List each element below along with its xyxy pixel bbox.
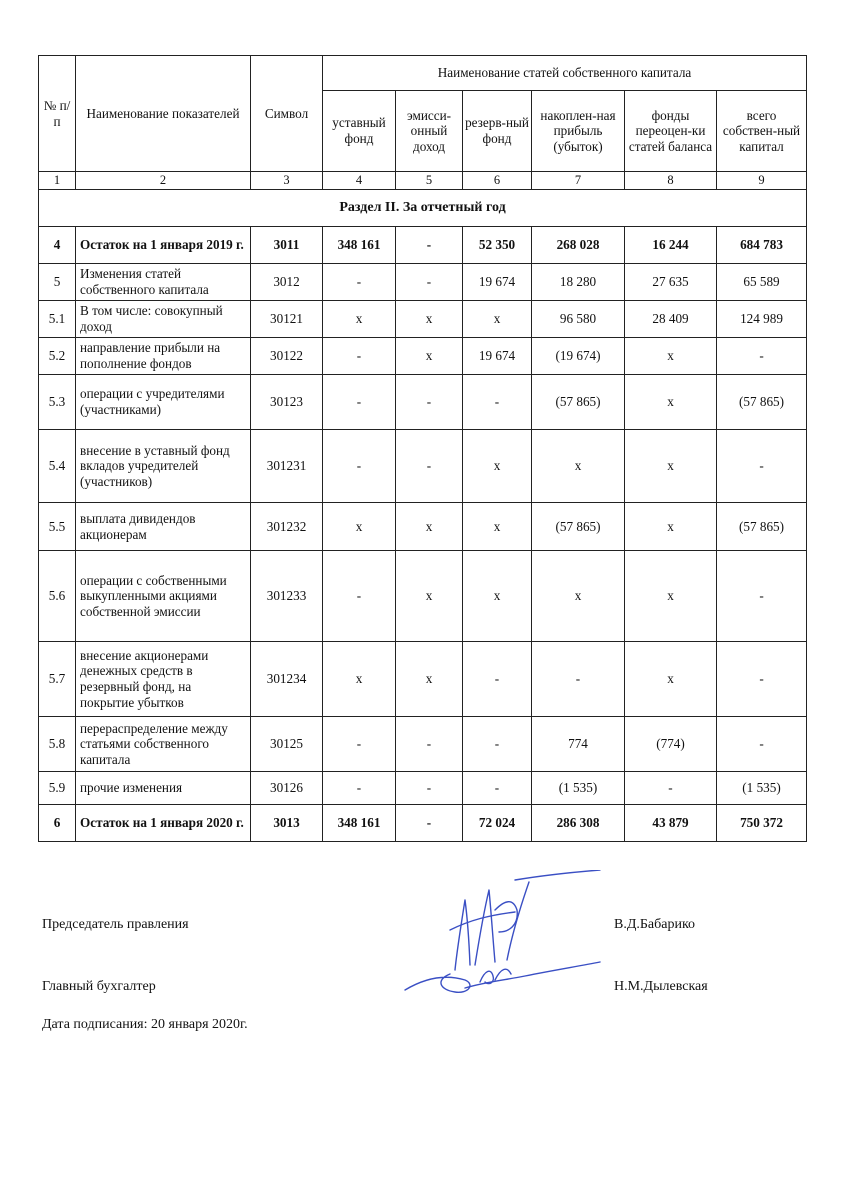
row-code: 301231 — [251, 430, 323, 503]
cell-value: 348 161 — [323, 227, 396, 264]
row-label: Остаток на 1 января 2020 г. — [76, 805, 251, 842]
cell-value: 65 589 — [717, 264, 807, 301]
row-label: внесение в уставный фонд вкладов учредителей (участников) — [76, 430, 251, 503]
row-label: направление прибыли на пополнение фондов — [76, 338, 251, 375]
cell-value: x — [463, 430, 532, 503]
cell-value: - — [396, 430, 463, 503]
cell-value: 27 635 — [625, 264, 717, 301]
row-label: операции с учредителями (участниками) — [76, 375, 251, 430]
table-row — [39, 503, 807, 551]
cell-value: (1 535) — [717, 772, 807, 805]
header-col-5: эмисси-онный доход — [396, 91, 463, 172]
cell-value: 774 — [532, 717, 625, 772]
cell-value: 750 372 — [717, 805, 807, 842]
cell-value: - — [463, 375, 532, 430]
column-number: 6 — [463, 172, 532, 190]
row-code: 30123 — [251, 375, 323, 430]
group-header: Наименование статей собственного капитала — [323, 56, 807, 91]
cell-value: x — [323, 642, 396, 717]
cell-value: - — [717, 338, 807, 375]
cell-value: x — [532, 551, 625, 642]
header-col-3: Символ — [251, 56, 323, 172]
table-row — [39, 264, 807, 301]
cell-value: - — [396, 717, 463, 772]
table-row — [39, 375, 807, 430]
cell-value: - — [463, 717, 532, 772]
row-number: 6 — [39, 805, 76, 842]
row-code: 3011 — [251, 227, 323, 264]
section-title: Раздел II. За отчетный год — [39, 190, 807, 227]
column-number: 1 — [39, 172, 76, 190]
cell-value: - — [323, 375, 396, 430]
cell-value: x — [323, 301, 396, 338]
row-code: 30122 — [251, 338, 323, 375]
cell-value: x — [625, 503, 717, 551]
cell-value: - — [625, 772, 717, 805]
cell-value: - — [717, 717, 807, 772]
cell-value: - — [323, 430, 396, 503]
row-number: 5.1 — [39, 301, 76, 338]
column-number: 3 — [251, 172, 323, 190]
row-number: 5.6 — [39, 551, 76, 642]
cell-value: x — [396, 551, 463, 642]
cell-value: (1 535) — [532, 772, 625, 805]
cell-value: 124 989 — [717, 301, 807, 338]
column-number: 7 — [532, 172, 625, 190]
header-col-7: накоплен-ная прибыль (убыток) — [532, 91, 625, 172]
table-row — [39, 805, 807, 842]
row-label: Изменения статей собственного капитала — [76, 264, 251, 301]
column-numbers-row — [39, 172, 807, 190]
cell-value: (19 674) — [532, 338, 625, 375]
row-code: 301234 — [251, 642, 323, 717]
cell-value: (57 865) — [717, 503, 807, 551]
cell-value: 43 879 — [625, 805, 717, 842]
cell-value: x — [625, 430, 717, 503]
cell-value: - — [396, 264, 463, 301]
cell-value: 19 674 — [463, 338, 532, 375]
row-code: 301232 — [251, 503, 323, 551]
row-code: 3012 — [251, 264, 323, 301]
row-number: 4 — [39, 227, 76, 264]
row-label: выплата дивидендов акционерам — [76, 503, 251, 551]
row-number: 5.7 — [39, 642, 76, 717]
column-number: 8 — [625, 172, 717, 190]
cell-value: (774) — [625, 717, 717, 772]
column-number: 9 — [717, 172, 807, 190]
cell-value: - — [717, 551, 807, 642]
header-col-9: всего собствен-ный капитал — [717, 91, 807, 172]
table-row — [39, 772, 807, 805]
row-number: 5.9 — [39, 772, 76, 805]
table-row — [39, 301, 807, 338]
cell-value: x — [625, 375, 717, 430]
row-number: 5.4 — [39, 430, 76, 503]
accountant-title: Главный бухгалтер — [42, 979, 156, 994]
cell-value: - — [532, 642, 625, 717]
cell-value: - — [323, 264, 396, 301]
column-number: 2 — [76, 172, 251, 190]
cell-value: 684 783 — [717, 227, 807, 264]
row-code: 3013 — [251, 805, 323, 842]
signing-date: Дата подписания: 20 января 2020г. — [42, 1017, 248, 1032]
cell-value: x — [625, 642, 717, 717]
cell-value: x — [396, 301, 463, 338]
row-code: 30125 — [251, 717, 323, 772]
cell-value: x — [463, 503, 532, 551]
table-row — [39, 717, 807, 772]
table-row — [39, 551, 807, 642]
chairman-name: В.Д.Бабарико — [614, 917, 696, 932]
column-number: 5 — [396, 172, 463, 190]
cell-value: - — [323, 717, 396, 772]
row-label: внесение акционерами денежных средств в резервный фонд, на покрытие убытков — [76, 642, 251, 717]
chairman-title: Председатель правления — [42, 917, 189, 932]
accountant-name: Н.М.Дылевская — [614, 979, 708, 994]
header-col-1: № п/п — [39, 56, 76, 172]
cell-value: 18 280 — [532, 264, 625, 301]
row-code: 301233 — [251, 551, 323, 642]
cell-value: x — [323, 503, 396, 551]
cell-value: 28 409 — [625, 301, 717, 338]
row-number: 5 — [39, 264, 76, 301]
cell-value: (57 865) — [532, 503, 625, 551]
cell-value: 96 580 — [532, 301, 625, 338]
cell-value: - — [396, 772, 463, 805]
cell-value: 19 674 — [463, 264, 532, 301]
cell-value: - — [323, 338, 396, 375]
cell-value: 16 244 — [625, 227, 717, 264]
cell-value: x — [396, 338, 463, 375]
cell-value: (57 865) — [717, 375, 807, 430]
cell-value: - — [463, 642, 532, 717]
row-label: В том числе: совокупный доход — [76, 301, 251, 338]
cell-value: - — [323, 772, 396, 805]
row-label: операции с собственными выкупленными акциями собственной эмиссии — [76, 551, 251, 642]
cell-value: (57 865) — [532, 375, 625, 430]
cell-value: x — [463, 551, 532, 642]
cell-value: 286 308 — [532, 805, 625, 842]
cell-value: - — [396, 805, 463, 842]
equity-table — [38, 55, 807, 842]
header-col-2: Наименование показателей — [76, 56, 251, 172]
cell-value: - — [396, 375, 463, 430]
cell-value: - — [463, 772, 532, 805]
table-row — [39, 430, 807, 503]
row-code: 30126 — [251, 772, 323, 805]
cell-value: x — [625, 551, 717, 642]
cell-value: x — [625, 338, 717, 375]
table-row — [39, 338, 807, 375]
cell-value: 268 028 — [532, 227, 625, 264]
row-number: 5.3 — [39, 375, 76, 430]
table-row — [39, 642, 807, 717]
header-col-6: резерв-ный фонд — [463, 91, 532, 172]
row-number: 5.2 — [39, 338, 76, 375]
row-number: 5.8 — [39, 717, 76, 772]
cell-value: - — [323, 551, 396, 642]
handwritten-signature — [395, 870, 605, 1000]
cell-value: x — [396, 503, 463, 551]
cell-value: - — [717, 430, 807, 503]
cell-value: x — [532, 430, 625, 503]
cell-value: - — [396, 227, 463, 264]
cell-value: x — [463, 301, 532, 338]
column-number: 4 — [323, 172, 396, 190]
cell-value: x — [396, 642, 463, 717]
cell-value: 72 024 — [463, 805, 532, 842]
cell-value: 348 161 — [323, 805, 396, 842]
row-label: Остаток на 1 января 2019 г. — [76, 227, 251, 264]
cell-value: 52 350 — [463, 227, 532, 264]
header-col-8: фонды переоцен-ки статей баланса — [625, 91, 717, 172]
row-code: 30121 — [251, 301, 323, 338]
row-label: перераспределение между статьями собственного капитала — [76, 717, 251, 772]
table-row — [39, 227, 807, 264]
header-col-4: уставный фонд — [323, 91, 396, 172]
row-label: прочие изменения — [76, 772, 251, 805]
row-number: 5.5 — [39, 503, 76, 551]
cell-value: - — [717, 642, 807, 717]
